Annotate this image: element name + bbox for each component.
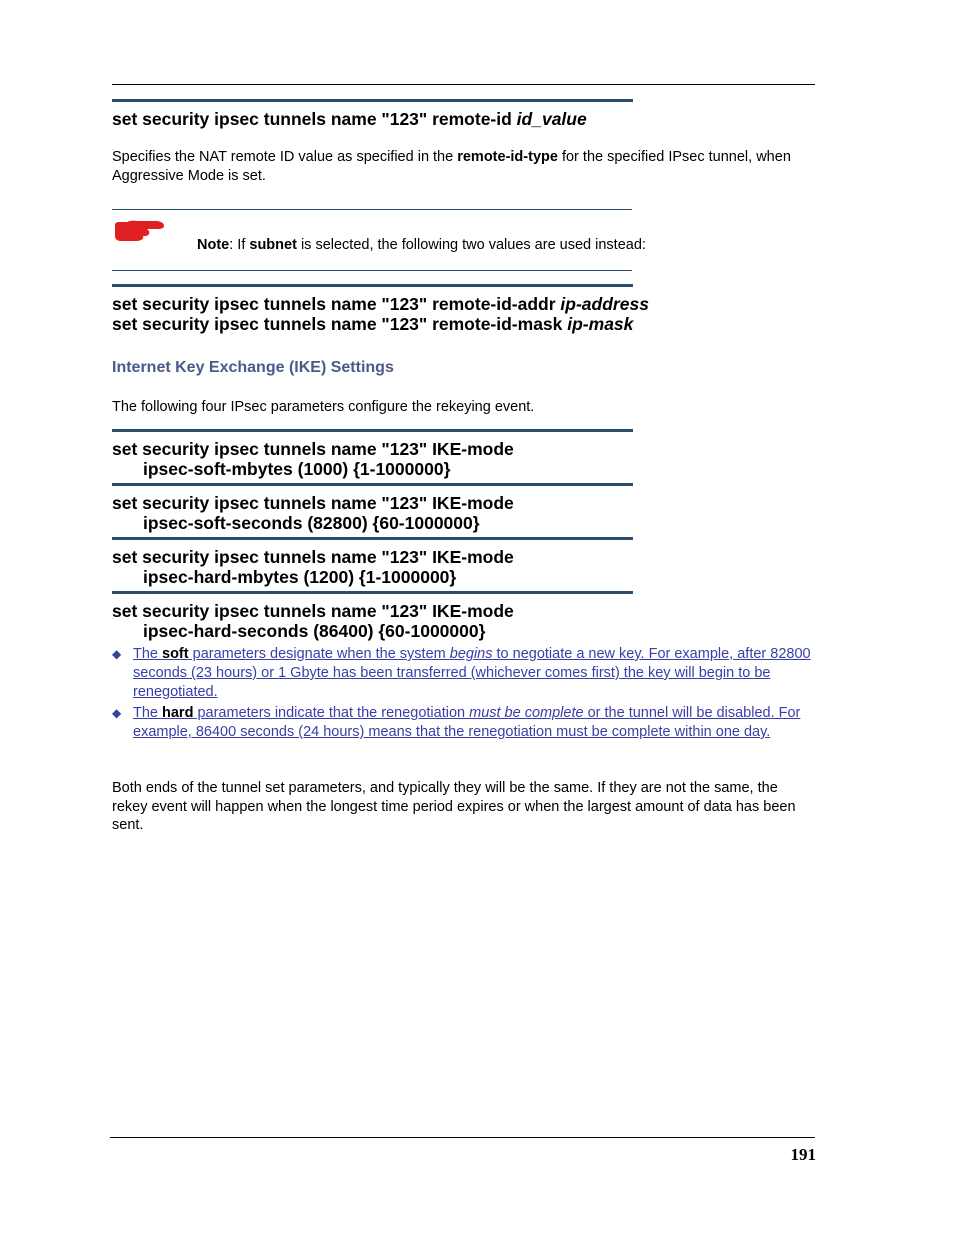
command-heading-hard-mbytes: set security ipsec tunnels name "123" IKE-mode ipsec-hard-mbytes (1200) {1-1000000} (112, 547, 514, 587)
header-rule (112, 84, 815, 85)
diamond-bullet-icon: ◆ (112, 706, 122, 720)
page-number: 191 (790, 1145, 816, 1164)
command-heading-hard-seconds: set security ipsec tunnels name "123" IKE-mode ipsec-hard-seconds (86400) {60-1000000} (112, 601, 514, 641)
note-text: Note: If subnet is selected, the following two values are used instead: (197, 237, 646, 253)
command-heading-remote-id-addr: set security ipsec tunnels name "123" remote-id-addr ip-address set security ipsec tunnels name "123" remote-id-mask ip-mask (112, 294, 649, 334)
diamond-bullet-icon: ◆ (112, 647, 122, 661)
note-bottom-rule (112, 270, 632, 271)
section-bar (112, 99, 633, 102)
footer-rule (110, 1137, 815, 1138)
remote-id-description: Specifies the NAT remote ID value as specified in the remote-id-type for the specified IPsec tunnel, when Aggressive Mode is set. (112, 149, 791, 184)
section-bar (112, 429, 633, 432)
command-heading-soft-mbytes: set security ipsec tunnels name "123" IKE-mode ipsec-soft-mbytes (1000) {1-1000000} (112, 439, 514, 479)
ike-intro-text: The following four IPsec parameters configure the rekeying event. (112, 399, 535, 415)
section-bar (112, 284, 633, 287)
rekey-summary-text: Both ends of the tunnel set parameters, and typically they will be the same. If they are not the same, the rekey event will happen when the longest time period expires or when the largest amount of data has been sent. (112, 780, 796, 833)
pointing-hand-icon (113, 219, 165, 245)
section-bar (112, 483, 633, 486)
note-top-rule (112, 209, 632, 210)
section-bar (112, 537, 633, 540)
section-subheading: Internet Key Exchange (IKE) Settings (112, 359, 394, 376)
command-heading-remote-id: set security ipsec tunnels name "123" remote-id id_value (112, 109, 587, 129)
command-heading-soft-seconds: set security ipsec tunnels name "123" IKE-mode ipsec-soft-seconds (82800) {60-1000000} (112, 493, 514, 533)
section-bar (112, 591, 633, 594)
